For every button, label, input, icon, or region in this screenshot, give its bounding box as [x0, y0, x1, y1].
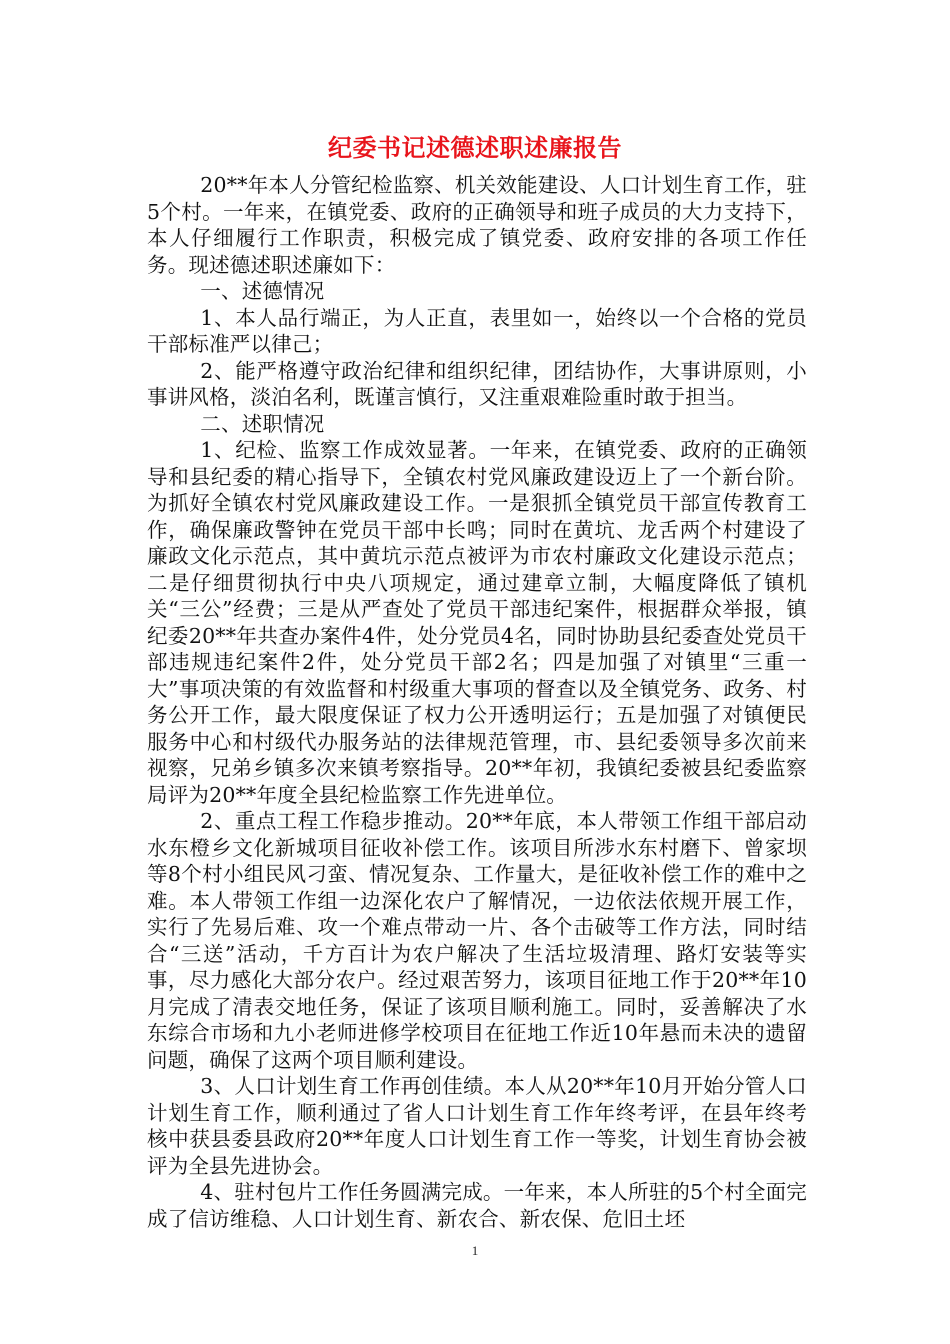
document-title: 纪委书记述德述职述廉报告	[328, 133, 622, 162]
paragraph-duty-1: 1、纪检、监察工作成效显著。一年来，在镇党委、政府的正确领导和县纪委的精心指导下，全镇农村党风廉政建设迈上了一个新台阶。为抓好全镇农村党风廉政建设工作。一是狠抓全镇党员干部宣传教育工作，确保廉政警钟在党员干部中长鸣；同时在黄坑、龙舌两个村建设了廉政文化示范点，其中黄坑示范点被评为市农村廉政文化建设示范点；二是仔细贯彻执行中央八项规定，通过建章立制，大幅度降低了镇机关“三公”经费；三是从严查处了党员干部违纪案件，根据群众举报，镇纪委20**年共查办案件4件，处分党员4名，同时协助县纪委查处党员干部违规违纪案件2件，处分党员干部2名；四是加强了对镇里“三重一大”事项决策的有效监督和村级重大事项的督查以及全镇党务、政务、村务公开工作，最大限度保证了权力公开透明运行；五是加强了对镇便民服务中心和村级代办服务站的法律规范管理，市、县纪委领导多次前来视察，兄弟乡镇多次来镇考察指导。20**年初，我镇纪委被县纪委监察局评为20**年度全县纪检监察工作先进单位。	[147, 438, 807, 807]
paragraph-intro: 20**年本人分管纪检监察、机关效能建设、人口计划生育工作，驻5个村。一年来，在镇党委、政府的正确领导和班子成员的大力支持下，本人仔细履行工作职责，积极完成了镇党委、政府安排的各项工作任务。现述德述职述廉如下：	[147, 173, 807, 277]
section-heading-morality: 一、述德情况	[200, 279, 325, 303]
paragraph-duty-4: 4、驻村包片工作任务圆满完成。一年来，本人所驻的5个村全面完成了信访维稳、人口计划生育、新农合、新农保、危旧土坯	[147, 1180, 807, 1231]
paragraph-morality-2: 2、能严格遵守政治纪律和组织纪律，团结协作，大事讲原则，小事讲风格，淡泊名利，既谨言慎行，又注重艰难险重时敢于担当。	[147, 358, 807, 409]
document-body	[147, 172, 807, 1232]
paragraph-duty-2: 2、重点工程工作稳步推动。20**年底，本人带领工作组干部启动水东橙乡文化新城项目征收补偿工作。该项目所涉水东村磨下、曾家坝等8个村小组民风刁蛮、情况复杂、工作量大，是征收补偿工作的难中之难。本人带领工作组一边深化农户了解情况，一边依法依规开展工作，实行了先易后难、攻一个难点带动一片、各个击破等工作方法，同时结合“三送”活动，千方百计为农户解决了生活垃圾清理、路灯安装等实事，尽力感化大部分农户。经过艰苦努力，该项目征地工作于20**年10月完成了清表交地任务，保证了该项目顺利施工。同时，妥善解决了水东综合市场和九小老师进修学校项目在征地工作近10年悬而未决的遗留问题，确保了这两个项目顺利建设。	[147, 809, 807, 1072]
paragraph-morality-1: 1、本人品行端正，为人正直，表里如一，始终以一个合格的党员干部标准严以律己；	[147, 305, 807, 356]
paragraph-duty-3: 3、人口计划生育工作再创佳绩。本人从20**年10月开始分管人口计划生育工作，顺利通过了省人口计划生育工作年终考评，在县年终考核中获县委县政府20**年度人口计划生育工作一等奖，计划生育协会被评为全县先进协会。	[147, 1074, 807, 1178]
section-heading-duty: 二、述职情况	[200, 411, 325, 436]
page-number: 1	[471, 1243, 479, 1258]
